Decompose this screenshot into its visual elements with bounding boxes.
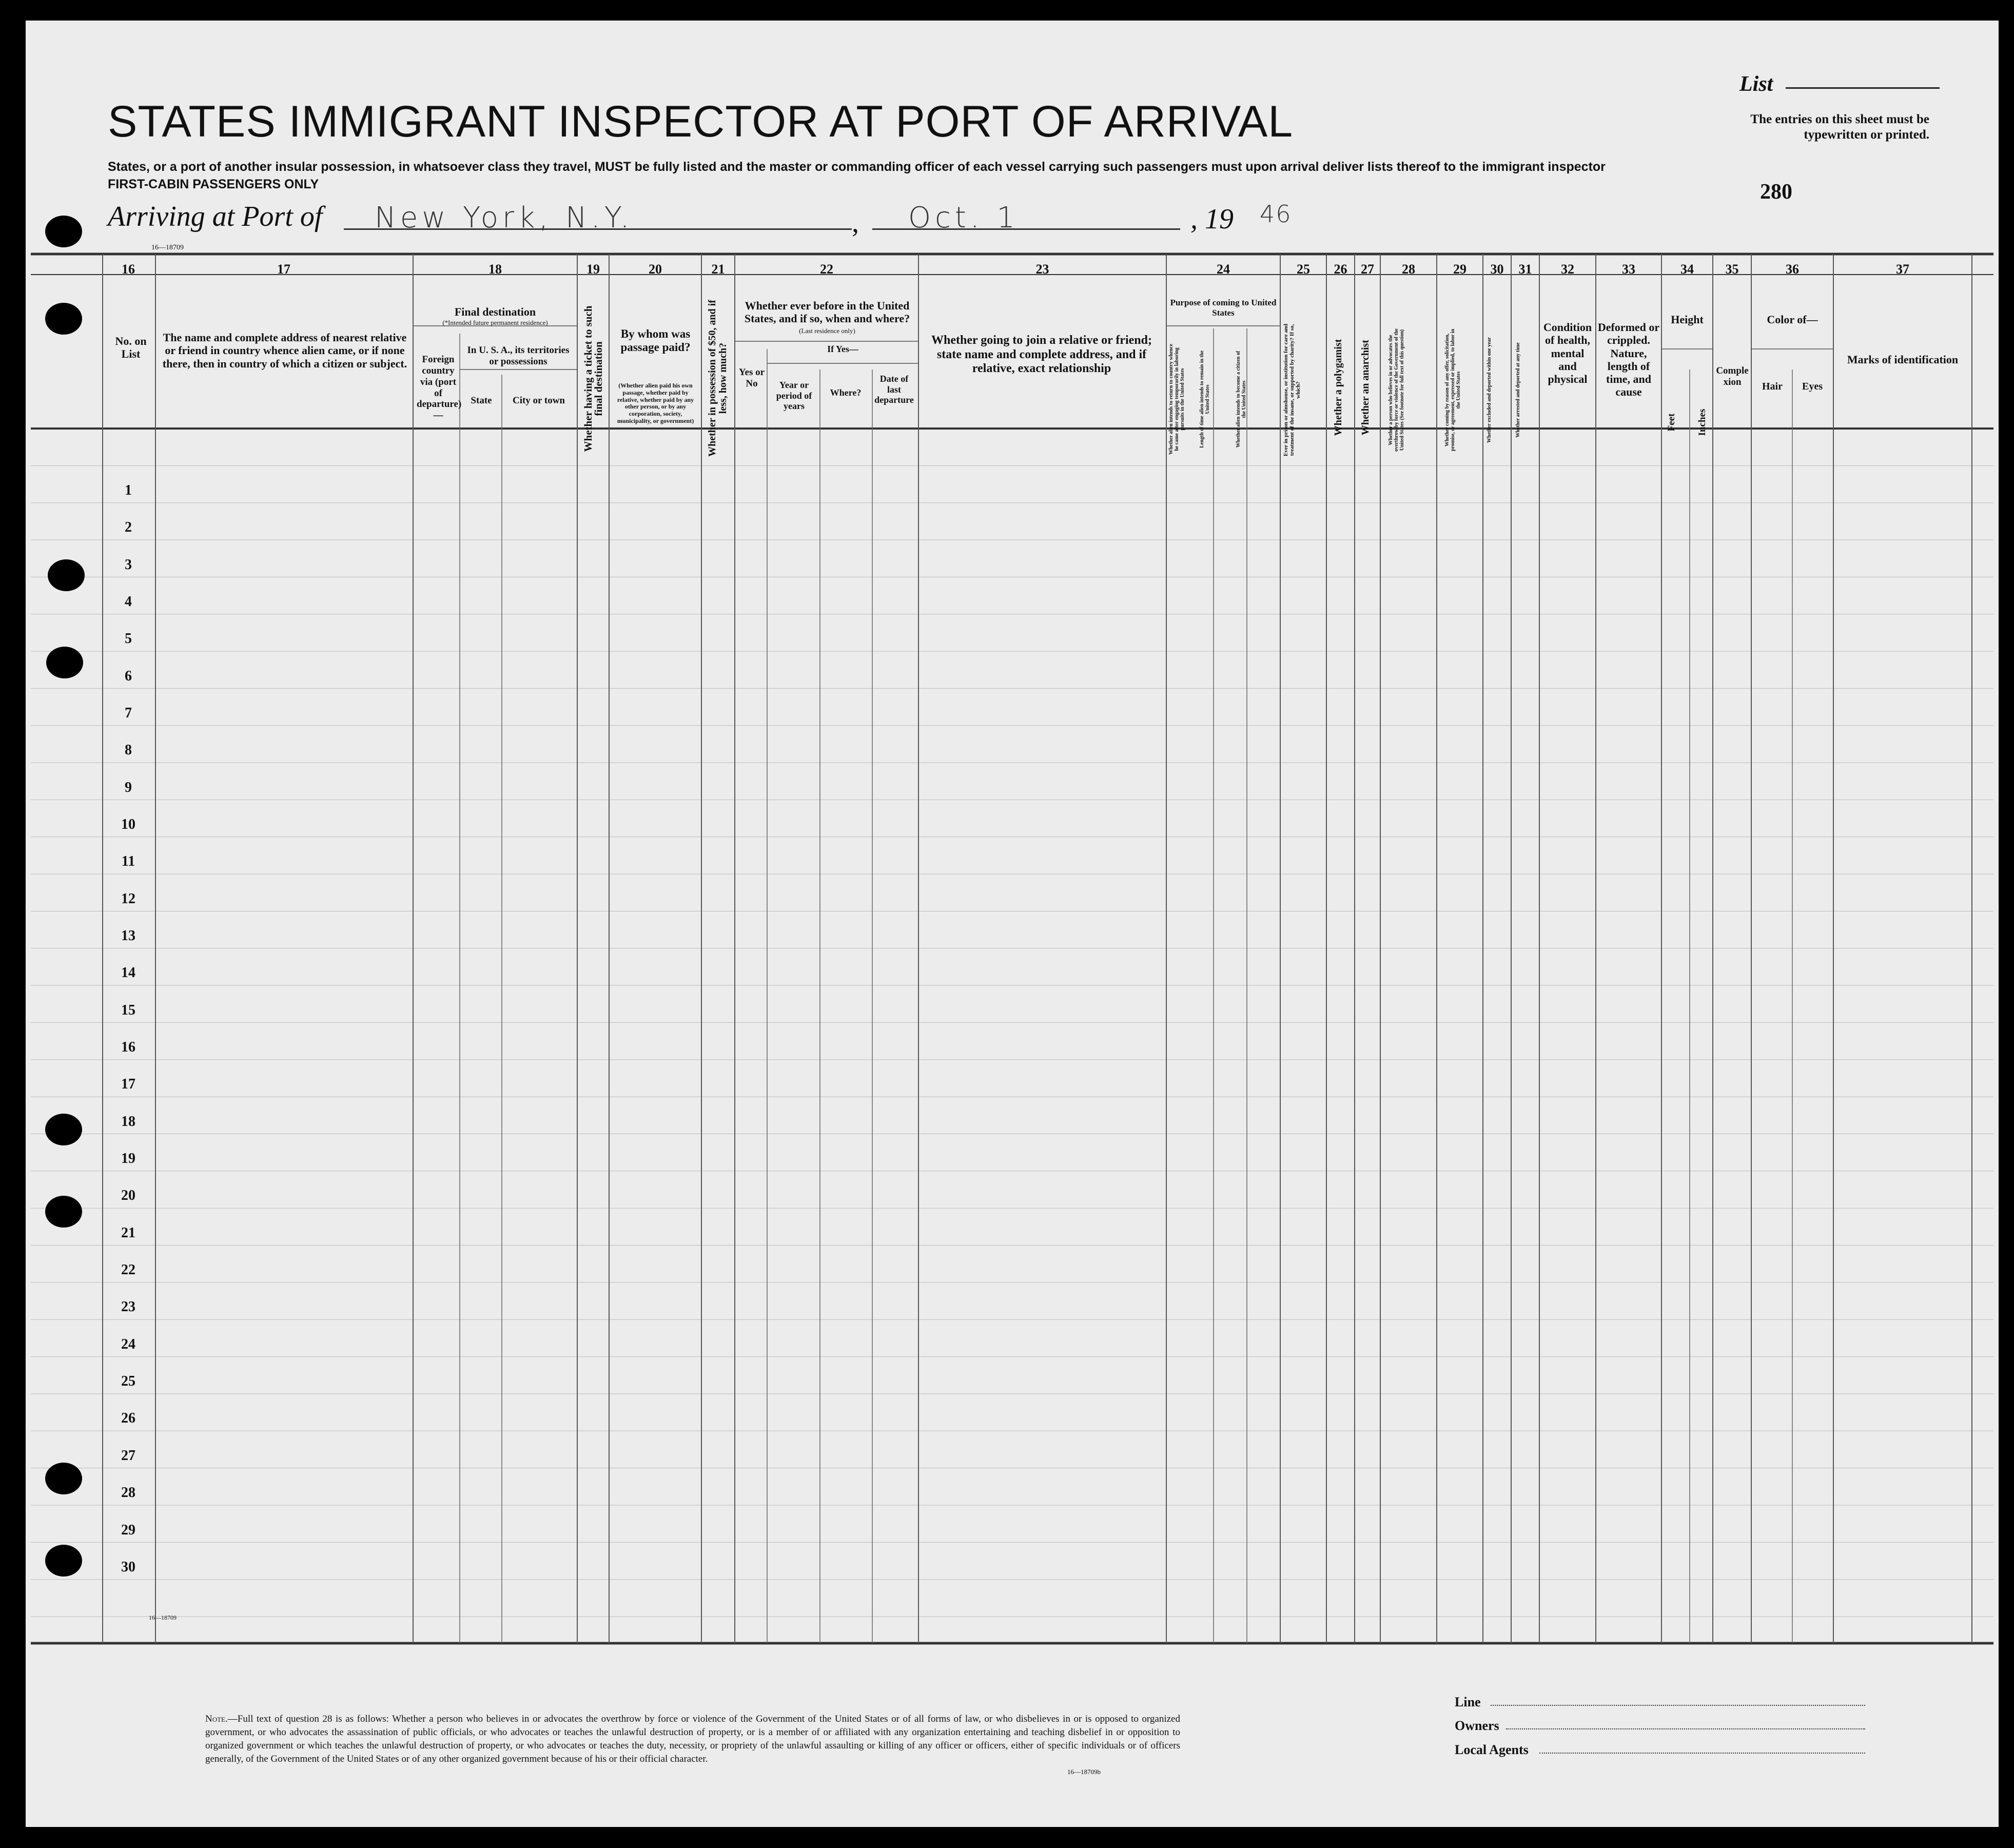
row-number: 24 — [121, 1336, 135, 1352]
header-purpose: Purpose of coming to United States — [1170, 298, 1277, 318]
col-num-36: 36 — [1786, 262, 1799, 277]
header-ever-before: Whether ever before in the United States, and if so, when and where? — [744, 299, 910, 325]
header-purpose-return: Whether alien intends to return to country whence he came after engaging temporarily in laboring pursuits in the United States — [1168, 344, 1185, 455]
row-number: 14 — [121, 965, 135, 981]
header-final-destination: Final destination — [454, 305, 536, 318]
header-state: State — [471, 395, 492, 406]
col-num-27: 27 — [1361, 262, 1374, 277]
row-number: 6 — [125, 668, 132, 684]
col-num-29: 29 — [1453, 262, 1466, 277]
col-num-33: 33 — [1622, 262, 1635, 277]
col-num-31: 31 — [1518, 262, 1532, 277]
header-hair: Hair — [1762, 381, 1783, 392]
owners-label: Owners — [1455, 1718, 1499, 1733]
header-feet: Feet — [1666, 413, 1677, 432]
header-height: Height — [1671, 313, 1704, 326]
col-num-16: 16 — [122, 262, 135, 277]
col-num-26: 26 — [1334, 262, 1347, 277]
form-sheet — [26, 21, 1999, 1827]
header-final-destination-note: (*Intended future permanent residence) — [442, 319, 548, 326]
header-arrested: Whether arrested and deported at any time — [1515, 342, 1521, 438]
subtitle-text: States, or a port of another insular possession, in whatsoever class they travel, MUST be fully listed and the master or commanding officer of each vessel carrying such passengers must upon arrival deliver lists thereof to the immigrant inspector — [108, 160, 1606, 174]
binder-hole — [45, 1545, 82, 1577]
col-num-17: 17 — [277, 262, 290, 277]
header-where: Where? — [830, 387, 862, 398]
owners-field[interactable] — [1506, 1728, 1865, 1729]
col-num-18: 18 — [488, 262, 502, 277]
col-num-21: 21 — [711, 262, 725, 277]
header-year-period: Year or period of years — [776, 380, 812, 412]
row-number: 20 — [121, 1188, 135, 1204]
form-code-top: 16—18709 — [151, 244, 184, 251]
binder-hole — [45, 303, 82, 335]
row-number: 5 — [125, 631, 132, 647]
header-polygamist: Whether a polygamist — [1333, 339, 1344, 436]
col-num-24: 24 — [1217, 262, 1230, 277]
header-passage-note: (Whether alien paid his own passage, whether paid by relative, whether paid by any other person, or by any corporation, society, municipality, or government) — [617, 382, 694, 424]
row-number: 13 — [121, 928, 135, 944]
agents-field[interactable] — [1539, 1753, 1865, 1754]
header-no-on-list: No. on List — [115, 335, 147, 361]
row-number: 16 — [121, 1039, 135, 1056]
header-prison: Ever in prison or almshouse, or institution for care and treatment of the insane, or supported by charity? If so, which? — [1283, 323, 1301, 457]
date-value: Oct. 1 — [908, 201, 1020, 235]
row-number: 22 — [121, 1262, 135, 1278]
col-num-35: 35 — [1725, 262, 1739, 277]
header-purpose-citizen: Whether alien intends to become a citizen of the United States — [1236, 351, 1247, 448]
col-num-28: 28 — [1402, 262, 1415, 277]
row-number: 29 — [121, 1522, 135, 1538]
footnote — [205, 1713, 1180, 1766]
header-marks: Marks of identification — [1847, 353, 1959, 366]
binder-hole — [45, 1196, 82, 1228]
row-number: 21 — [121, 1224, 135, 1241]
row-number: 12 — [121, 890, 135, 907]
row-number: 8 — [125, 742, 132, 758]
list-line — [1786, 87, 1940, 89]
header-excluded: Whether excluded and deported within one year — [1487, 337, 1492, 443]
row-number: 11 — [121, 853, 135, 870]
header-passage-paid: By whom was passage paid? — [620, 327, 691, 354]
sheet-instructions: The entries on this sheet must be typewritten or printed. — [1750, 112, 1929, 142]
col-num-20: 20 — [649, 262, 662, 277]
header-yes-no: Yes or No — [738, 367, 765, 389]
agents-label: Local Agents — [1455, 1742, 1529, 1757]
row-number: 26 — [121, 1410, 135, 1427]
table-grid — [26, 21, 1999, 1827]
header-deformed: Deformed or crippled. Nature, length of time, and cause — [1597, 321, 1660, 399]
col-num-37: 37 — [1896, 262, 1909, 277]
header-date-departure: Date of last departure — [874, 374, 914, 405]
row-number: 15 — [121, 1002, 135, 1018]
header-eyes: Eyes — [1802, 381, 1823, 392]
row-number: 28 — [121, 1485, 135, 1501]
col-num-32: 32 — [1561, 262, 1574, 277]
header-city: City or town — [512, 395, 565, 406]
header-if-yes: If Yes— — [827, 344, 858, 354]
header-fifty-dollars: Whether in possession of $50, and if less, how much? — [707, 300, 729, 457]
row-number: 17 — [121, 1076, 135, 1093]
binder-hole — [45, 1114, 82, 1145]
col-num-34: 34 — [1680, 262, 1694, 277]
header-ticket: Whether having a ticket to such final destination — [582, 305, 604, 452]
row-number: 9 — [125, 779, 132, 795]
binder-hole — [48, 559, 85, 591]
sheet-number: 280 — [1760, 180, 1792, 204]
line-label: Line — [1455, 1695, 1481, 1709]
header-in-usa: In U. S. A., its territories or possessions — [467, 345, 570, 367]
list-label: List — [1739, 72, 1773, 96]
row-number: 7 — [125, 705, 132, 721]
col-num-22: 22 — [820, 262, 833, 277]
comma-1: , — [852, 207, 859, 239]
row-number: 27 — [121, 1447, 135, 1464]
header-labor-offer: Whether coming by reason of any offer, solicitation, promise, or agreement, expressed or implied, to labor in the United States — [1444, 328, 1461, 452]
header-inches: Inches — [1697, 408, 1708, 436]
row-number: 23 — [121, 1299, 135, 1315]
page-title: STATES IMMIGRANT INSPECTOR AT PORT OF ARRIVAL — [108, 97, 1294, 146]
header-complexion: Complexion — [1716, 365, 1749, 387]
row-number: 30 — [121, 1559, 135, 1575]
subtitle — [108, 158, 1647, 193]
row-number: 2 — [125, 519, 132, 536]
form-code-left: 16—18709 — [149, 1614, 177, 1621]
footnote-text: —Full text of question 28 is as follows: Whether a person who believes in or advocates the overthrow by force or violence of the Government of the United States or of all forms of law, or who disbelieves in or is opposed to organized government, or who advocates the assassination of public officials, or who advocates or teaches the unlawful destruction of property, or is a member of or affiliated with any organization entertaining and teaching disbelief in or opposition to organized government or which teaches the unlawful destruction of property, or who advocates or teaches the duty, necessity, or propriety of the unlawful assaulting or killing of any officer or officers, either of specific individuals or of officers generally, of the Government of the United States or of any other organized government because of his or their official character. — [205, 1714, 1180, 1764]
row-number: 4 — [125, 593, 132, 610]
port-value: New York, N.Y. — [375, 201, 634, 235]
binder-hole — [45, 1463, 82, 1494]
header-last-residence: (Last residence only) — [799, 327, 855, 335]
line-field[interactable] — [1491, 1705, 1865, 1706]
header-health: Condition of health, mental and physical — [1543, 321, 1592, 386]
arriving-label: Arriving at Port of — [108, 201, 323, 232]
header-color-of: Color of— — [1767, 313, 1818, 326]
row-number: 10 — [121, 816, 135, 832]
form-code-bottom: 16—18709b — [1067, 1768, 1101, 1776]
class-line: FIRST-CABIN PASSENGERS ONLY — [108, 177, 319, 191]
header-anarchist: Whether an anarchist — [1360, 340, 1371, 435]
row-number: 3 — [125, 556, 132, 573]
binder-hole — [46, 647, 83, 678]
header-overthrow: Whether a person who believes in or advocates the overthrow by force or violence of the Government of the United States (See footnote for full text of this question) — [1388, 328, 1405, 452]
col-num-30: 30 — [1490, 262, 1504, 277]
row-number: 18 — [121, 1113, 135, 1130]
header-purpose-length: Length of time alien intends to remain in the United States — [1199, 351, 1210, 448]
col-num-23: 23 — [1035, 262, 1049, 277]
header-join-relative: Whether going to join a relative or friend; state name and complete address, and if relative, exact relationship — [931, 334, 1152, 376]
year-prefix: 19 — [1205, 203, 1234, 235]
footnote-label: Note. — [205, 1714, 228, 1724]
row-number: 25 — [121, 1373, 135, 1390]
header-nearest-relative: The name and complete address of nearest relative or friend in country whence alien came, or if none there, then in country of which a citizen or subject. — [162, 331, 407, 370]
row-number: 19 — [121, 1151, 135, 1167]
year-suffix: 46 — [1260, 200, 1292, 228]
year-label: , 19 — [1190, 203, 1234, 235]
row-number: 1 — [125, 482, 132, 498]
col-num-25: 25 — [1297, 262, 1310, 277]
binder-hole — [45, 216, 82, 247]
col-num-19: 19 — [586, 262, 600, 277]
header-foreign-country: Foreign country via (port of departure)— — [417, 354, 462, 421]
